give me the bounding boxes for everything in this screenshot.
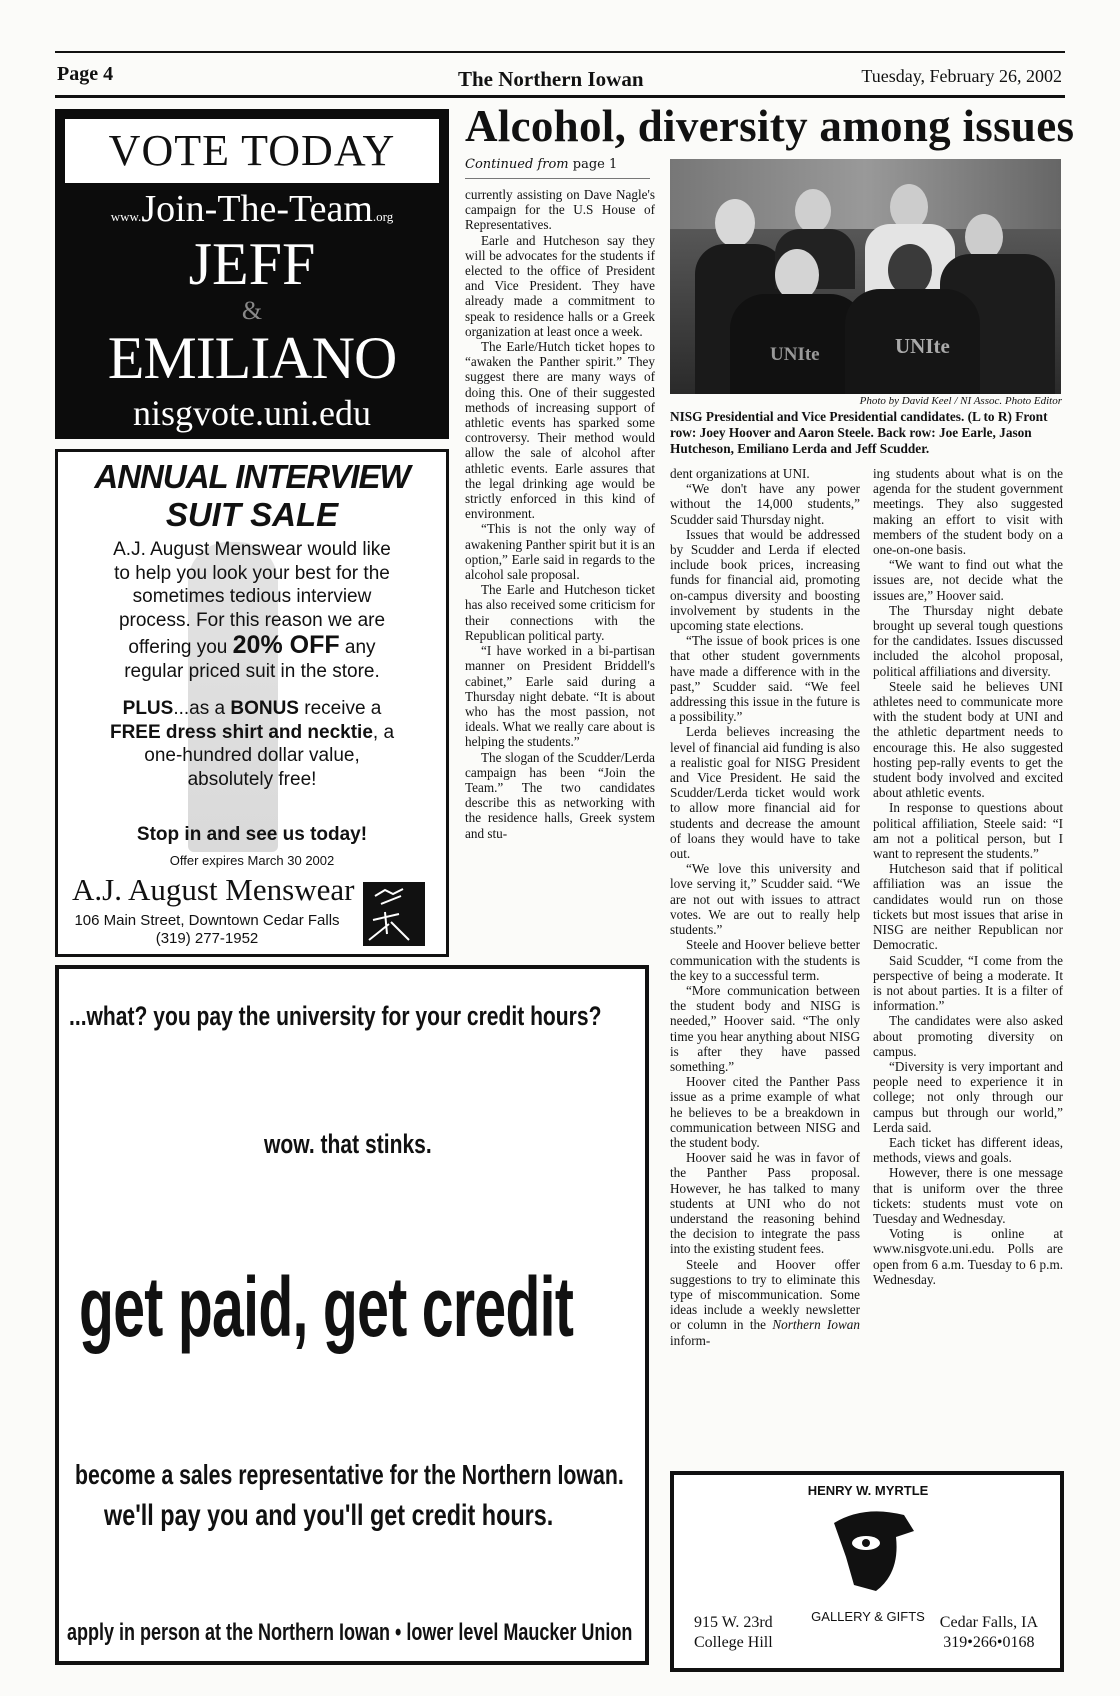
suit-ad-title: ANNUAL INTERVIEW <box>94 458 410 495</box>
paragraph: “I have worked in a bi-partisan manner on President Briddell's cabinet,” Earle said during a Thursday night debate. “It is about who has the most passion, not ideals. What we really care about is helping the students.” <box>465 643 655 750</box>
paragraph: “The issue of book prices is one that other student governments have made a difference with in the past,” Scudder said. “We feel addressing this issue in the future is a possibility.” <box>670 633 860 725</box>
paragraph: Hoover said he was in favor of the Panther Pass proposal. However, he has talked to many students at UNI who do not understand the reasoning behind the decision to integrate the pass into the existing student fees. <box>670 1150 860 1257</box>
credit-ad-apply: apply in person at the Northern Iowan • lower level Maucker Union <box>67 1619 633 1646</box>
paragraph: dent organizations at UNI. <box>670 466 810 481</box>
masthead-rule <box>55 95 1065 98</box>
photo-caption: NISG Presidential and Vice Presidential candidates. (L to R) Front row: Joey Hoover and Aaron Steele. Back row: Joe Earle, Jason Hutcheson, Emiliano Lerda and Jeff Scudder. <box>670 409 1048 456</box>
paragraph: Earle and Hutcheson say they will be advocates for the students if elected to the office of President and Vice President. They have already made a commitment to speak to residence halls or a Greek organization at least once a week. <box>465 232 655 339</box>
gallery-address: 915 W. 23rd College Hill <box>694 1614 773 1651</box>
continued-from <box>465 157 617 172</box>
gallery-ad <box>670 1471 1064 1672</box>
shirt-logo-left: UNIte <box>770 344 820 365</box>
store-name: A.J. August Menswear <box>72 872 355 907</box>
myrtle-gallery-logo <box>804 1479 932 1629</box>
headline: Alcohol, diversity among issues <box>465 101 1075 151</box>
vote-site: www.Join-The-Team.org <box>110 188 394 230</box>
paragraph: Steele and Hoover believe better communication with the students is the key to a successful term. <box>670 937 860 983</box>
menswear-logo-icon <box>363 882 425 946</box>
offer-expires: Offer expires March 30 2002 <box>169 853 335 868</box>
paragraph: Issues that would be addressed by Scudder and Lerda if elected include book prices, increasing funds for financial aid, promoting on-campus diversity and boosting involvement by students in the upcoming state elections. <box>670 526 860 634</box>
paragraph: Each ticket has different ideas, methods, views and goals. <box>873 1134 1063 1166</box>
candidate-emiliano: EMILIANO <box>107 325 397 391</box>
suit-ad-body: A.J. August Menswear would like to help you look your best for the sometimes tedious interview process. For this reason we are offering you 20% OFF any regular priced suit in the store. PLUS...as a BONUS receive a FREE dress shirt and necktie, a one-hundred dollar value, absolutely free! <box>109 539 395 790</box>
page-number: Page 4 <box>57 63 114 85</box>
credit-ad-line1: ...what? you pay the university for your credit hours? <box>69 1001 602 1031</box>
vote-url: nisgvote.uni.edu <box>133 393 371 433</box>
credit-ad-line5: we'll pay you and you'll get credit hours. <box>104 1499 554 1532</box>
paragraph: currently assisting on Dave Nagle's campaign for the U.S House of Representatives. <box>465 187 655 233</box>
article-column-2 <box>670 466 860 1348</box>
paragraph: The candidates were also asked about promoting diversity on campus. <box>873 1013 1063 1059</box>
svg-text:GALLERY & GIFTS: GALLERY & GIFTS <box>811 1609 925 1624</box>
credit-ad-line4: become a sales representative for the Northern Iowan. <box>75 1459 624 1490</box>
paragraph: The Earle and Hutcheson ticket has also received some criticism for their connections with the Republican political party. <box>465 582 655 643</box>
paragraph: “More communication between the student body and NISG is needed,” Hoover said. “The only time you hear anything about NISG is after they have passed something.” <box>670 982 860 1074</box>
paragraph: However, there is one message that is uniform over the three tickets: students must vote on Tuesday and Wednesday. <box>873 1165 1063 1226</box>
shirt-logo-right: UNIte <box>895 334 950 358</box>
paper-name: The Northern Iowan <box>458 67 644 91</box>
paragraph: The slogan of the Scudder/Lerda campaign has been “Join the Team.” The two candidates describe this as networking with the residence halls, Greek system and stu- <box>465 749 655 841</box>
paragraph: Lerda believes increasing the level of financial aid funding is also a realistic goal for NISG President and Vice President. He said the Scudder/Lerda ticket would work to allow more financial aid for students and decrease the amount of loans they would have to take out. <box>670 724 860 862</box>
store-address: 106 Main Street, Downtown Cedar Falls (319) 277-1952 <box>74 912 340 947</box>
vote-today-title: VOTE TODAY <box>65 119 439 183</box>
paragraph: “Diversity is very important and people need to experience it in college; not only through our campus but through our world,” Lerda said. <box>873 1058 1063 1135</box>
paragraph: Steele and Hoover offer suggestions to try to eliminate this type of miscommunication. Some ideas include a weekly newsletter or column in the Northern Iowan inform- <box>670 1256 860 1348</box>
article-column-3 <box>873 466 1063 1287</box>
paragraph: The Earle/Hutch ticket hopes to “awaken the Panther spirit.” They suggest there are many ways of doing this. One of their suggested methods of increasing support of athletic events has sparked some controversy. Their method would allow the sale of alcohol after athletic events. Earle assures that the legal drinking age would be strictly enforced in this kind of environment. <box>465 339 655 522</box>
continued-rule <box>465 178 650 179</box>
paragraph: Hoover cited the Panther Pass issue as a prime example of what he believes to be a breakdown in communication between NISG and the student body. <box>670 1074 860 1150</box>
svg-text:HENRY W. MYRTLE: HENRY W. MYRTLE <box>807 1483 929 1498</box>
paragraph: “We love this university and love serving it,” Scudder said. “We are not out with issues to attract votes. We are out to really help students.” <box>670 861 860 938</box>
candidate-jeff: JEFF <box>188 231 316 297</box>
paragraph: “This is not the only way of awakening Panther spirit but it is an option,” Earle said in regards to the alcohol sale proposal. <box>465 521 655 583</box>
continued-italic: Continued from <box>465 157 569 172</box>
suit-ad-subtitle: SUIT SALE <box>165 496 339 533</box>
issue-date: Tuesday, February 26, 2002 <box>861 66 1062 86</box>
paragraph: “We don't have any power without the 14,000 students,” Scudder said Thursday night. <box>670 481 860 527</box>
candidates-photo <box>670 159 1061 394</box>
suit-sale-ad <box>55 449 449 957</box>
suit-ad-cta: Stop in and see us today! <box>136 824 368 845</box>
paragraph: In response to questions about political affiliation, Steele said: “I am not a political person, but I want to represent the students.” <box>873 800 1063 862</box>
credit-ad-headline: get paid, get credit <box>79 1260 574 1354</box>
ampersand: & <box>241 296 263 325</box>
vote-today-ad <box>55 109 449 439</box>
photo-credit: Photo by David Keel / NI Assoc. Photo Editor <box>859 395 1062 407</box>
paragraph: Steele said he believes UNI athletes need to communicate more with the student body at UNI and the athletic department needs to encourage this. He also suggested hosting pep-rally events to get the student body involved and excited about athletic events. <box>873 678 1063 801</box>
credit-hours-ad <box>55 965 649 1665</box>
article-column-1 <box>465 187 655 841</box>
continued-page: page 1 <box>568 157 618 172</box>
paragraph: Voting is online at www.nisgvote.uni.edu. Polls are open from 6 a.m. Tuesday to 6 p.m. Wednesday. <box>873 1226 1063 1287</box>
gallery-contact: Cedar Falls, IA 319•266•0168 <box>939 1614 1038 1651</box>
paragraph: Hutcheson said that if political affiliation was an issue the candidates would run on those tickets but most issues that arise in NISG are neither Republican nor Democratic. <box>873 861 1063 953</box>
paragraph: The Thursday night debate brought up several tough questions for the candidates. Issues discussed included the alcohol proposal, political affiliations and diversity. <box>873 602 1063 679</box>
paragraph: Said Scudder, “I come from the perspective of being a moderate. It is not about parties. It is a filter of information.” <box>873 952 1063 1014</box>
credit-ad-line2: wow. that stinks. <box>264 1129 432 1159</box>
paragraph: ing students about what is on the agenda for the student government meetings. They also suggested making an effort to visit with members of the student body on a one-on-one basis. <box>873 466 1063 558</box>
paragraph: “We want to find out what the issues are, not decide what the issues are,” Hoover said. <box>873 557 1063 603</box>
top-rule <box>55 51 1065 53</box>
